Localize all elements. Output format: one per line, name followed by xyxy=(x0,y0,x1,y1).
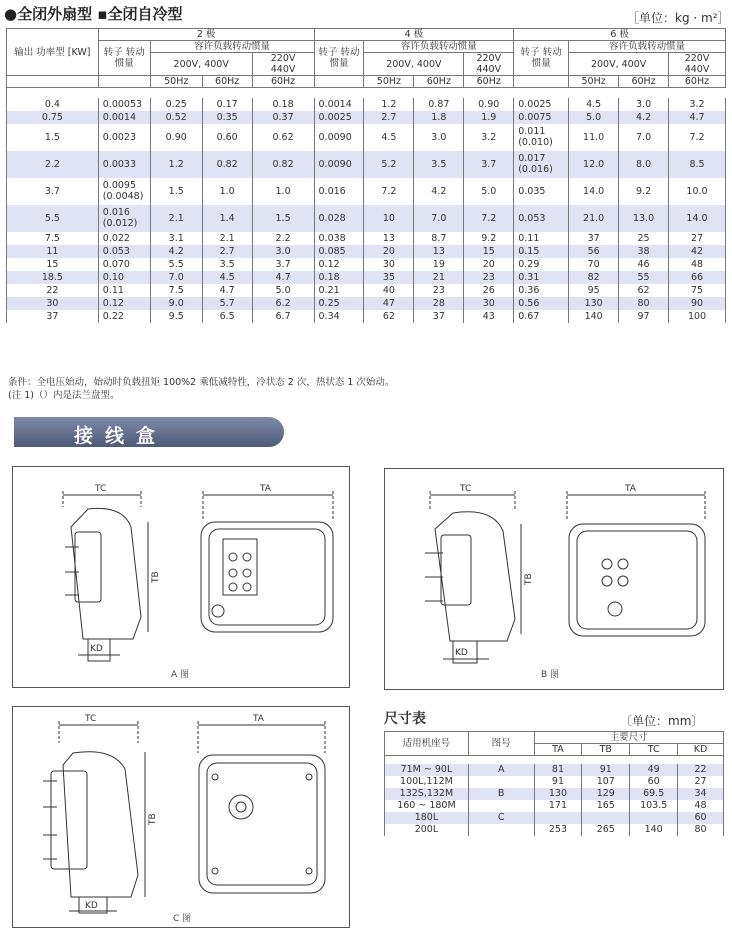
dims-row xyxy=(385,812,724,824)
dims-cell xyxy=(534,812,582,824)
table-cell: 3.5 xyxy=(414,151,464,178)
freq-header: 50Hz xyxy=(364,76,414,88)
dims-cell: 160 ~ 180M xyxy=(385,800,469,812)
table-cell: 30 xyxy=(7,297,99,310)
dims-cell: 100L,112M xyxy=(385,776,469,788)
table-cell: 15 xyxy=(464,245,514,258)
table-cell: 4.2 xyxy=(414,178,464,205)
table-cell: 5.5 xyxy=(150,258,202,271)
dims-col-tc: TC xyxy=(630,744,678,756)
figure-b-drawing xyxy=(385,469,725,691)
dims-cell: 103.5 xyxy=(630,800,678,812)
table-cell: 0.053 xyxy=(98,245,150,258)
note-conditions: 条件：全电压始动，始动时负载扭矩 100%2 乘低减特性，冷状态 2 次，热状态 1 次始动。 xyxy=(8,377,395,388)
table-cell: 9.0 xyxy=(150,297,202,310)
table-cell: 7.2 xyxy=(464,205,514,232)
dims-cell: 27 xyxy=(678,776,724,788)
table-cell: 0.0075 xyxy=(514,111,569,124)
table-cell: 0.0090 xyxy=(314,151,364,178)
table-cell: 12.0 xyxy=(569,151,619,178)
note-flange: (注 1)（）内是法兰盘型。 xyxy=(8,390,120,401)
dims-cell: 69.5 xyxy=(630,788,678,800)
table-cell: 0.35 xyxy=(202,111,252,124)
table-cell: 30 xyxy=(364,258,414,271)
dims-col-tb: TB xyxy=(582,744,630,756)
table-cell: 7.2 xyxy=(669,124,726,151)
freq-header: 60Hz xyxy=(414,76,464,88)
dims-cell: 107 xyxy=(582,776,630,788)
table-cell: 4.2 xyxy=(150,245,202,258)
table-cell: 0.62 xyxy=(252,124,314,151)
load-header: 容许负载转动惯量 xyxy=(150,41,314,53)
dims-cell: 265 xyxy=(582,824,630,836)
table-cell: 13 xyxy=(414,245,464,258)
table-cell: 0.0014 xyxy=(98,111,150,124)
table-row xyxy=(7,111,726,124)
section-title: 接线盒 xyxy=(74,425,168,447)
table-cell: 0.31 xyxy=(514,271,569,284)
table-cell: 23 xyxy=(464,271,514,284)
ta-label: TA xyxy=(260,484,271,494)
table-cell: 2.2 xyxy=(252,232,314,245)
table-row xyxy=(7,310,726,323)
freq-header: 60Hz xyxy=(252,76,314,88)
table-cell: 0.15 xyxy=(514,245,569,258)
table-cell: 82 xyxy=(569,271,619,284)
rotor-header: 转子 转动 惯量 xyxy=(98,41,150,76)
table-cell: 1.0 xyxy=(252,178,314,205)
table-cell: 19 xyxy=(414,258,464,271)
table-cell: 0.18 xyxy=(252,98,314,111)
table-cell: 0.75 xyxy=(7,111,99,124)
table-cell: 130 xyxy=(569,297,619,310)
dims-cell: 60 xyxy=(678,812,724,824)
table-row xyxy=(7,271,726,284)
freq-header: 60Hz xyxy=(464,76,514,88)
table-cell: 9.2 xyxy=(619,178,669,205)
dims-row xyxy=(385,776,724,788)
table-row xyxy=(7,151,726,178)
freq-header: 50Hz xyxy=(569,76,619,88)
table-cell: 5.2 xyxy=(364,151,414,178)
dims-cell: 81 xyxy=(534,764,582,776)
table-cell: 15 xyxy=(7,258,99,271)
table-cell: 37 xyxy=(7,310,99,323)
table-cell: 0.4 xyxy=(7,98,99,111)
table-cell: 3.2 xyxy=(669,98,726,111)
dims-cell xyxy=(468,776,534,788)
table-cell: 18.5 xyxy=(7,271,99,284)
table-cell: 38 xyxy=(619,245,669,258)
table-cell: 11 xyxy=(7,245,99,258)
table-cell: 25 xyxy=(619,232,669,245)
table-cell: 43 xyxy=(464,310,514,323)
table-cell: 5.0 xyxy=(569,111,619,124)
table-cell: 13 xyxy=(364,232,414,245)
table-cell: 56 xyxy=(569,245,619,258)
table-cell: 0.0095 (0.0048) xyxy=(98,178,150,205)
table-row xyxy=(7,245,726,258)
table-cell: 0.82 xyxy=(202,151,252,178)
dims-cell: 130 xyxy=(534,788,582,800)
table-cell: 7.5 xyxy=(7,232,99,245)
table-cell: 1.2 xyxy=(364,98,414,111)
pole-6-header: 6 极 xyxy=(514,29,726,41)
dims-cell: 49 xyxy=(630,764,678,776)
table-cell: 46 xyxy=(619,258,669,271)
table-cell: 0.10 xyxy=(98,271,150,284)
table-cell: 20 xyxy=(464,258,514,271)
table-cell: 0.56 xyxy=(514,297,569,310)
inertia-table xyxy=(6,28,726,323)
table-cell: 0.87 xyxy=(414,98,464,111)
table-cell: 7.0 xyxy=(619,124,669,151)
figure-c-label: C 图 xyxy=(173,914,192,924)
table-cell: 7.0 xyxy=(150,271,202,284)
table-cell: 0.0033 xyxy=(98,151,150,178)
table-cell: 14.0 xyxy=(669,205,726,232)
kd-label: KD xyxy=(90,644,103,654)
table-cell: 0.60 xyxy=(202,124,252,151)
figure-a xyxy=(12,466,350,688)
table-cell: 0.37 xyxy=(252,111,314,124)
table-cell: 0.0090 xyxy=(314,124,364,151)
dims-cell xyxy=(468,824,534,836)
table-row xyxy=(7,258,726,271)
dims-cell xyxy=(630,812,678,824)
table-cell: 66 xyxy=(669,271,726,284)
table-cell: 80 xyxy=(619,297,669,310)
load-header: 容许负载转动惯量 xyxy=(569,41,726,53)
table-cell: 3.0 xyxy=(252,245,314,258)
table-cell: 11.0 xyxy=(569,124,619,151)
dims-cell: 132S,132M xyxy=(385,788,469,800)
table-cell: 0.053 xyxy=(514,205,569,232)
table-cell: 8.0 xyxy=(619,151,669,178)
table-cell: 90 xyxy=(669,297,726,310)
voltage-header: 220V 440V xyxy=(669,53,726,76)
table-cell: 4.7 xyxy=(252,271,314,284)
table-cell: 0.070 xyxy=(98,258,150,271)
table-cell: 0.52 xyxy=(150,111,202,124)
dims-header-main: 主要尺寸 xyxy=(534,732,723,744)
page-title: ●全闭外扇型 ▪全闭自冷型 xyxy=(4,5,183,23)
table-cell: 1.0 xyxy=(202,178,252,205)
dims-unit: 〔单位：mm〕 xyxy=(620,714,704,728)
dims-cell xyxy=(582,812,630,824)
table-cell: 7.2 xyxy=(364,178,414,205)
dims-cell: A xyxy=(468,764,534,776)
table-cell: 62 xyxy=(619,284,669,297)
table-cell: 4.5 xyxy=(364,124,414,151)
table-cell: 3.0 xyxy=(619,98,669,111)
table-cell: 100 xyxy=(669,310,726,323)
table-cell: 140 xyxy=(569,310,619,323)
table-cell: 0.035 xyxy=(514,178,569,205)
table-cell: 75 xyxy=(669,284,726,297)
table-cell: 0.25 xyxy=(314,297,364,310)
table-cell: 4.2 xyxy=(619,111,669,124)
tb-label: TB xyxy=(524,573,534,585)
table-cell: 0.0025 xyxy=(514,98,569,111)
table-row xyxy=(7,284,726,297)
dims-cell: 60 xyxy=(630,776,678,788)
table-cell: 20 xyxy=(364,245,414,258)
table-cell: 1.4 xyxy=(202,205,252,232)
freq-header: 60Hz xyxy=(202,76,252,88)
pole-4-header: 4 极 xyxy=(314,29,514,41)
table-cell: 97 xyxy=(619,310,669,323)
table-cell: 0.028 xyxy=(314,205,364,232)
table-cell: 95 xyxy=(569,284,619,297)
figure-b-label: B 图 xyxy=(541,670,560,680)
table-cell: 1.9 xyxy=(464,111,514,124)
dims-cell xyxy=(468,800,534,812)
table-cell: 3.7 xyxy=(252,258,314,271)
figure-a-label: A 图 xyxy=(171,670,190,680)
table-cell: 1.2 xyxy=(150,151,202,178)
voltage-header: 200V, 400V xyxy=(569,53,669,76)
table-cell: 3.7 xyxy=(7,178,99,205)
dims-cell: 22 xyxy=(678,764,724,776)
figure-b xyxy=(384,468,724,690)
table-cell: 0.12 xyxy=(314,258,364,271)
tc-label: TC xyxy=(85,714,97,724)
figure-c-drawing xyxy=(13,707,351,929)
table-cell: 9.2 xyxy=(464,232,514,245)
table-cell: 2.1 xyxy=(150,205,202,232)
table-cell: 28 xyxy=(414,297,464,310)
table-cell: 48 xyxy=(669,258,726,271)
table-cell: 0.11 xyxy=(98,284,150,297)
table-cell: 0.0014 xyxy=(314,98,364,111)
table-cell: 4.7 xyxy=(202,284,252,297)
table-cell: 5.0 xyxy=(464,178,514,205)
freq-header: 60Hz xyxy=(669,76,726,88)
dims-cell: B xyxy=(468,788,534,800)
load-header: 容许负载转动惯量 xyxy=(364,41,514,53)
table-cell: 0.36 xyxy=(514,284,569,297)
table-cell: 6.2 xyxy=(252,297,314,310)
tc-label: TC xyxy=(95,484,107,494)
table-cell: 0.25 xyxy=(150,98,202,111)
table-cell: 4.5 xyxy=(202,271,252,284)
dims-cell: 180L xyxy=(385,812,469,824)
dims-cell: 34 xyxy=(678,788,724,800)
ta-label: TA xyxy=(253,714,264,724)
table-cell: 0.90 xyxy=(150,124,202,151)
tb-label: TB xyxy=(151,571,161,583)
table-cell: 0.90 xyxy=(464,98,514,111)
table-cell: 22 xyxy=(7,284,99,297)
table-cell: 23 xyxy=(414,284,464,297)
output-header: 输出 功率型 [KW] xyxy=(7,29,99,76)
table-cell: 26 xyxy=(464,284,514,297)
table-cell: 5.5 xyxy=(7,205,99,232)
voltage-header: 220V 440V xyxy=(464,53,514,76)
dims-cell: 71M ~ 90L xyxy=(385,764,469,776)
table-cell: 0.11 xyxy=(514,232,569,245)
dims-cell: 129 xyxy=(582,788,630,800)
dims-header-base: 适用机座号 xyxy=(385,732,469,756)
dims-cell: 48 xyxy=(678,800,724,812)
voltage-header: 200V, 400V xyxy=(150,53,252,76)
tc-label: TC xyxy=(460,484,472,494)
table-row xyxy=(7,124,726,151)
table-cell: 21.0 xyxy=(569,205,619,232)
freq-header: 60Hz xyxy=(619,76,669,88)
table-cell: 5.0 xyxy=(252,284,314,297)
table-cell: 6.5 xyxy=(202,310,252,323)
table-cell: 7.0 xyxy=(414,205,464,232)
dims-col-kd: KD xyxy=(678,744,724,756)
dims-title: 尺寸表 xyxy=(384,711,426,727)
table-cell: 7.5 xyxy=(150,284,202,297)
table-cell: 3.7 xyxy=(464,151,514,178)
table-cell: 4.7 xyxy=(669,111,726,124)
table-cell: 0.34 xyxy=(314,310,364,323)
table-cell: 5.7 xyxy=(202,297,252,310)
table-row xyxy=(7,232,726,245)
table-cell: 3.5 xyxy=(202,258,252,271)
ta-label: TA xyxy=(625,484,636,494)
dims-cell: 80 xyxy=(678,824,724,836)
dims-row xyxy=(385,800,724,812)
table-cell: 40 xyxy=(364,284,414,297)
dims-table xyxy=(384,731,724,836)
table-cell: 6.7 xyxy=(252,310,314,323)
table-row xyxy=(7,98,726,111)
unit-label: ［单位：kg · m²］ xyxy=(627,11,730,25)
voltage-header: 200V, 400V xyxy=(364,53,464,76)
rotor-header: 转子 转动 惯量 xyxy=(314,41,364,76)
figure-a-drawing xyxy=(13,467,351,689)
table-cell: 1.5 xyxy=(150,178,202,205)
dims-col-ta: TA xyxy=(534,744,582,756)
table-cell: 35 xyxy=(364,271,414,284)
table-cell: 0.17 xyxy=(202,98,252,111)
table-cell: 2.2 xyxy=(7,151,99,178)
dims-cell: 165 xyxy=(582,800,630,812)
table-cell: 0.00053 xyxy=(98,98,150,111)
table-cell: 10 xyxy=(364,205,414,232)
table-cell: 2.7 xyxy=(202,245,252,258)
table-cell: 0.011 (0.010) xyxy=(514,124,569,151)
kd-label: KD xyxy=(455,648,468,658)
tb-label: TB xyxy=(148,813,158,825)
table-cell: 0.0023 xyxy=(98,124,150,151)
table-cell: 37 xyxy=(414,310,464,323)
dims-row xyxy=(385,824,724,836)
dims-cell: 140 xyxy=(630,824,678,836)
figure-c xyxy=(12,706,350,928)
table-cell: 2.7 xyxy=(364,111,414,124)
table-cell: 13.0 xyxy=(619,205,669,232)
table-cell: 2.1 xyxy=(202,232,252,245)
table-cell: 10.0 xyxy=(669,178,726,205)
pole-2-header: 2 极 xyxy=(98,29,314,41)
table-cell: 1.5 xyxy=(7,124,99,151)
table-cell: 0.016 xyxy=(314,178,364,205)
freq-header: 50Hz xyxy=(150,76,202,88)
table-cell: 0.038 xyxy=(314,232,364,245)
table-cell: 3.0 xyxy=(414,124,464,151)
table-cell: 1.5 xyxy=(252,205,314,232)
table-cell: 8.7 xyxy=(414,232,464,245)
table-row xyxy=(7,297,726,310)
table-cell: 21 xyxy=(414,271,464,284)
dims-cell: 91 xyxy=(582,764,630,776)
table-cell: 0.016 (0.012) xyxy=(98,205,150,232)
dims-row xyxy=(385,788,724,800)
table-cell: 0.22 xyxy=(98,310,150,323)
dims-cell: 91 xyxy=(534,776,582,788)
rotor-header: 转子 转动 惯量 xyxy=(514,41,569,76)
table-cell: 3.2 xyxy=(464,124,514,151)
table-cell: 8.5 xyxy=(669,151,726,178)
table-row xyxy=(7,178,726,205)
kd-label: KD xyxy=(85,901,98,911)
table-cell: 30 xyxy=(464,297,514,310)
table-cell: 62 xyxy=(364,310,414,323)
dims-row xyxy=(385,764,724,776)
table-cell: 0.82 xyxy=(252,151,314,178)
table-cell: 0.0025 xyxy=(314,111,364,124)
section-banner xyxy=(14,417,284,447)
table-cell: 0.29 xyxy=(514,258,569,271)
table-cell: 0.022 xyxy=(98,232,150,245)
table-cell: 42 xyxy=(669,245,726,258)
table-cell: 27 xyxy=(669,232,726,245)
table-cell: 14.0 xyxy=(569,178,619,205)
voltage-header: 220V 440V xyxy=(252,53,314,76)
dims-cell: 253 xyxy=(534,824,582,836)
table-cell: 4.5 xyxy=(569,98,619,111)
table-cell: 70 xyxy=(569,258,619,271)
dims-cell: 200L xyxy=(385,824,469,836)
dims-header-fig: 图号 xyxy=(468,732,534,756)
table-cell: 37 xyxy=(569,232,619,245)
table-cell: 0.085 xyxy=(314,245,364,258)
table-cell: 0.12 xyxy=(98,297,150,310)
table-cell: 47 xyxy=(364,297,414,310)
table-cell: 9.5 xyxy=(150,310,202,323)
table-cell: 1.8 xyxy=(414,111,464,124)
table-cell: 55 xyxy=(619,271,669,284)
table-cell: 0.18 xyxy=(314,271,364,284)
table-row xyxy=(7,205,726,232)
table-cell: 0.21 xyxy=(314,284,364,297)
dims-cell: 171 xyxy=(534,800,582,812)
dims-cell: C xyxy=(468,812,534,824)
table-cell: 0.017 (0.016) xyxy=(514,151,569,178)
table-cell: 0.67 xyxy=(514,310,569,323)
table-cell: 3.1 xyxy=(150,232,202,245)
